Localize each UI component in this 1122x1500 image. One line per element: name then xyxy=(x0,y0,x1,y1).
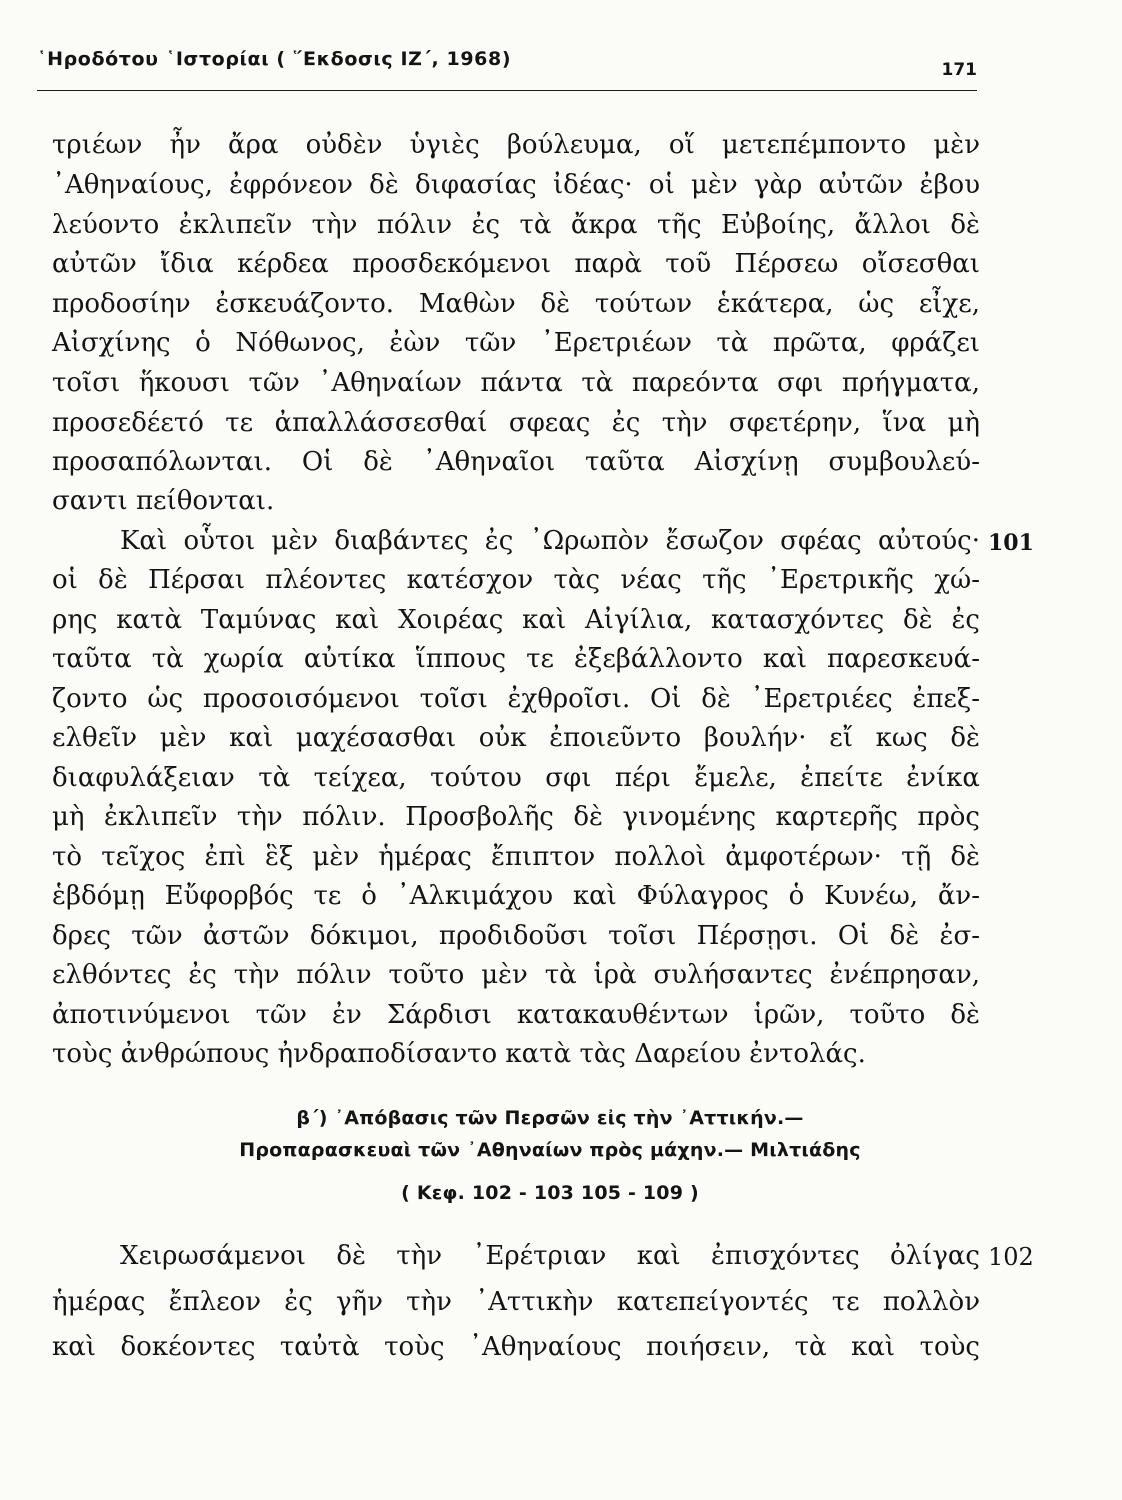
text-line: ἡμέρας ἔπλεον ἐς γῆν τὴν ᾿Αττικὴν κατεπείγοντές τε πολλὸν xyxy=(52,1287,980,1317)
page-number: 171 xyxy=(941,60,977,80)
section-heading-reference: ( Κεφ. 102 - 103 105 - 109 ) xyxy=(401,1182,699,1204)
text-line: ᾿Αθηναίους, ἐφρόνεον δὲ διφασίας ἰδέας· οἱ μὲν γὰρ αὐτῶν ἐβου xyxy=(52,170,980,200)
section-heading: Προπαρασκευαὶ τῶν ᾿Αθηναίων πρὸς μάχην.— Μιλτιάδης xyxy=(239,1139,861,1161)
text-line: ἀποτινύμενοι τῶν ἐν Σάρδισι κατακαυθέντων ἱρῶν, τοῦτο δὲ xyxy=(52,1000,980,1030)
text-line: προδοσίην ἐσκευάζοντο. Μαθὼν δὲ τούτων ἑκάτερα, ὡς εἶχε, xyxy=(52,289,980,319)
text-line: ελθόντες ἐς τὴν πόλιν τοῦτο μὲν τὰ ἱρὰ συλήσαντες ἐνέπρησαν, xyxy=(52,960,980,990)
book-title: ῾Ηροδότου ῾Ιστορίαι ( ῞Εκδοσις ΙΖ΄, 1968) xyxy=(37,48,512,70)
text-line: μὴ ἐκλιπεῖν τὴν πόλιν. Προσβολῆς δὲ γινομένης καρτερῆς πρὸς xyxy=(52,802,980,832)
running-header xyxy=(37,38,977,91)
text-line: τοὺς ἀνθρώπους ἠνδραποδίσαντο κατὰ τὰς Δαρείου ἐντολάς. xyxy=(52,1039,866,1069)
text-line: δρες τῶν ἀστῶν δόκιμοι, προδιδοῦσι τοῖσι Πέρσῃσι. Οἱ δὲ ἐσ- xyxy=(52,921,980,951)
text-line: ταῦτα τὰ χωρία αὐτίκα ἵππους τε ἐξεβάλλοντο καὶ παρεσκευά- xyxy=(52,644,980,674)
section-heading: β΄) ᾿Απόβασις τῶν Περσῶν εἰς τὴν ᾿Αττικήν.— xyxy=(296,1107,804,1129)
text-line: καὶ δοκέοντες ταὐτὰ τοὺς ᾿Αθηναίους ποιήσειν, τὰ καὶ τοὺς xyxy=(52,1332,980,1362)
text-line: Χειρωσάμενοι δὲ τὴν ᾿Ερέτριαν καὶ ἐπισχόντες ὀλίγας xyxy=(120,1241,980,1271)
text-line: ζοντο ὡς προσοισόμενοι τοῖσι ἐχθροῖσι. Οἱ δὲ ᾿Ερετριέες ἐπεξ- xyxy=(52,684,980,714)
chapter-number-101: 101 xyxy=(988,530,1034,556)
text-line: λεύοντο ἐκλιπεῖν τὴν πόλιν ἐς τὰ ἄκρα τῆς Εὐβοίης, ἄλλοι δὲ xyxy=(52,210,980,240)
text-line: οἱ δὲ Πέρσαι πλέοντες κατέσχον τὰς νέας τῆς ᾿Ερετρικῆς χώ- xyxy=(52,565,980,595)
text-line: προσεδέετό τε ἀπαλλάσσεσθαί σφεας ἐς τὴν σφετέρην, ἵνα μὴ xyxy=(52,408,980,438)
chapter-number-102: 102 xyxy=(988,1243,1034,1271)
text-line: αὐτῶν ἴδια κέρδεα προσδεκόμενοι παρὰ τοῦ Πέρσεω οἴσεσθαι xyxy=(52,249,980,279)
text-line: τοῖσι ἥκουσι τῶν ᾿Αθηναίων πάντα τὰ παρεόντα σφι πρήγματα, xyxy=(52,368,980,398)
text-line: σαντι πείθονται. xyxy=(52,486,275,516)
text-line: Αἰσχίνης ὁ Νόθωνος, ἐὼν τῶν ᾿Ερετριέων τὰ πρῶτα, φράζει xyxy=(52,328,980,358)
text-line: τὸ τεῖχος ἐπὶ ἓξ μὲν ἡμέρας ἔπιπτον πολλοὶ ἀμφοτέρων· τῇ δὲ xyxy=(52,842,980,872)
text-line: Καὶ οὗτοι μὲν διαβάντες ἐς ᾿Ωρωπὸν ἔσωζον σφέας αὐτούς· xyxy=(120,526,980,556)
text-line: ρης κατὰ Ταμύνας καὶ Χοιρέας καὶ Αἰγίλια, κατασχόντες δὲ ἐς xyxy=(52,605,980,635)
text-line: προσαπόλωνται. Οἱ δὲ ᾿Αθηναῖοι ταῦτα Αἰσχίνῃ συμβουλεύ- xyxy=(52,447,980,477)
text-line: τριέων ἦν ἄρα οὐδὲν ὑγιὲς βούλευμα, οἵ μετεπέμποντο μὲν xyxy=(52,130,980,160)
text-line: ελθεῖν μὲν καὶ μαχέσασθαι οὐκ ἐποιεῦντο βουλήν· εἴ κως δὲ xyxy=(52,723,980,753)
text-line: ἑβδόμῃ Εὔφορβός τε ὁ ᾿Αλκιμάχου καὶ Φύλαγρος ὁ Κυνέω, ἄν- xyxy=(52,881,980,911)
text-line: διαφυλάξειαν τὰ τείχεα, τούτου σφι πέρι ἔμελε, ἐπείτε ἐνίκα xyxy=(52,763,980,793)
